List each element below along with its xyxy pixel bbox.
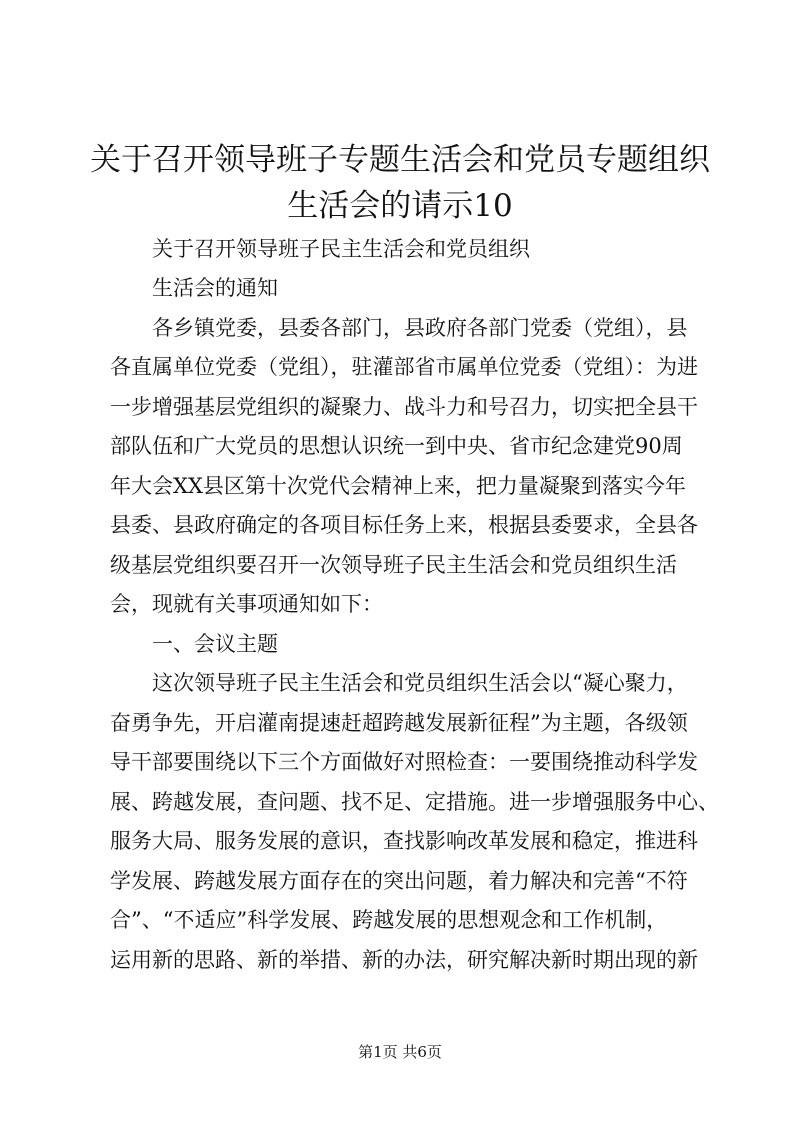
body-line: 奋勇争先，开启灌南提速赶超跨越发展新征程”为主题，各级领 bbox=[110, 711, 688, 735]
body-line: 级基层党组织要召开一次领导班子民主生活会和党员组织生活 bbox=[110, 553, 677, 577]
title-line-2: 生活会的请示10 bbox=[287, 188, 513, 224]
body-line: 展、跨越发展，查问题、找不足、定措施。进一步增强服务中心、 bbox=[110, 790, 719, 814]
notice-heading-line-2: 生活会的通知 bbox=[152, 276, 278, 300]
body-line: 一步增强基层党组织的凝聚力、战斗力和号召力，切实把全县干 bbox=[110, 395, 698, 419]
body-line: 合”、“不适应”科学发展、跨越发展的思想观念和工作机制， bbox=[110, 908, 668, 932]
body-line: 各直属单位党委（党组），驻灌部省市属单位党委（党组）：为进 bbox=[110, 355, 698, 379]
body-line: 这次领导班子民主生活会和党员组织生活会以“凝心聚力， bbox=[152, 671, 688, 695]
document-title bbox=[60, 137, 740, 229]
body-line: 部队伍和广大党员的思想认识统一到中央、省市纪念建党90周 bbox=[110, 434, 683, 458]
body-line: 导干部要围绕以下三个方面做好对照检查：一要围绕推动科学发 bbox=[110, 750, 698, 774]
section-heading: 一、会议主题 bbox=[152, 632, 278, 656]
title-line-1: 关于召开领导班子专题生活会和党员专题组织 bbox=[90, 142, 710, 178]
body-line: 县委、县政府确定的各项目标任务上来，根据县委要求，全县各 bbox=[110, 513, 698, 537]
body-line: 各乡镇党委，县委各部门，县政府各部门党委（党组），县 bbox=[152, 316, 688, 340]
body-line: 年大会XX县区第十次党代会精神上来，把力量凝聚到落实今年 bbox=[110, 474, 686, 498]
body-line: 服务大局、服务发展的意识，查找影响改革发展和稳定，推进科 bbox=[110, 829, 698, 853]
page-footer: 第1页 共6页 bbox=[358, 1043, 442, 1061]
body-line: 学发展、跨越发展方面存在的突出问题，着力解决和完善“不符 bbox=[110, 869, 688, 893]
body-line: 会，现就有关事项通知如下： bbox=[110, 592, 383, 616]
body-line: 运用新的思路、新的举措、新的办法，研究解决新时期出现的新 bbox=[110, 948, 698, 972]
notice-heading-line-1: 关于召开领导班子民主生活会和党员组织 bbox=[152, 237, 530, 261]
